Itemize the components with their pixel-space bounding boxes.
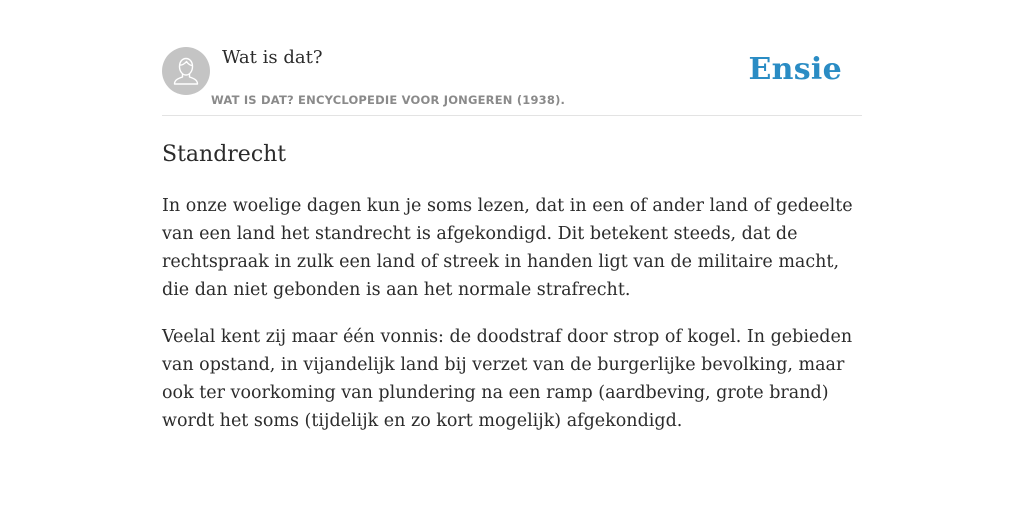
user-outline-icon [162,47,210,95]
entry-paragraph-1: In onze woelige dagen kun je soms lezen, dat in een of ander land of gedeelte van een land het standrecht is afgekondigd. Dit betekent steeds, dat de rechtspraak in zulk een land of streek in handen ligt van de militaire macht, die dan niet gebonden is aan het normale strafrecht. [162,196,853,300]
ensie-logo[interactable]: Ensie [748,52,842,87]
entry-header [162,46,862,116]
entry-card [162,46,862,435]
entry-paragraph-2: Veelal kent zij maar één vonnis: de doodstraf door strop of kogel. In gebieden van opstand, in vijandelijk land bij verzet van de burgerlijke bevolking, maar ook ter voorkoming van plundering na een ramp (aardbeving, grote brand) wordt het soms (tijdelijk en zo kort mogelijk) afgekondigd. [162,327,853,431]
book-title[interactable]: Wat is dat? [222,47,323,68]
user-avatar-icon[interactable] [162,47,210,95]
source-label: WAT IS DAT? ENCYCLOPEDIE VOOR JONGEREN (1938). [211,93,566,107]
entry-title: Standrecht [162,142,287,167]
